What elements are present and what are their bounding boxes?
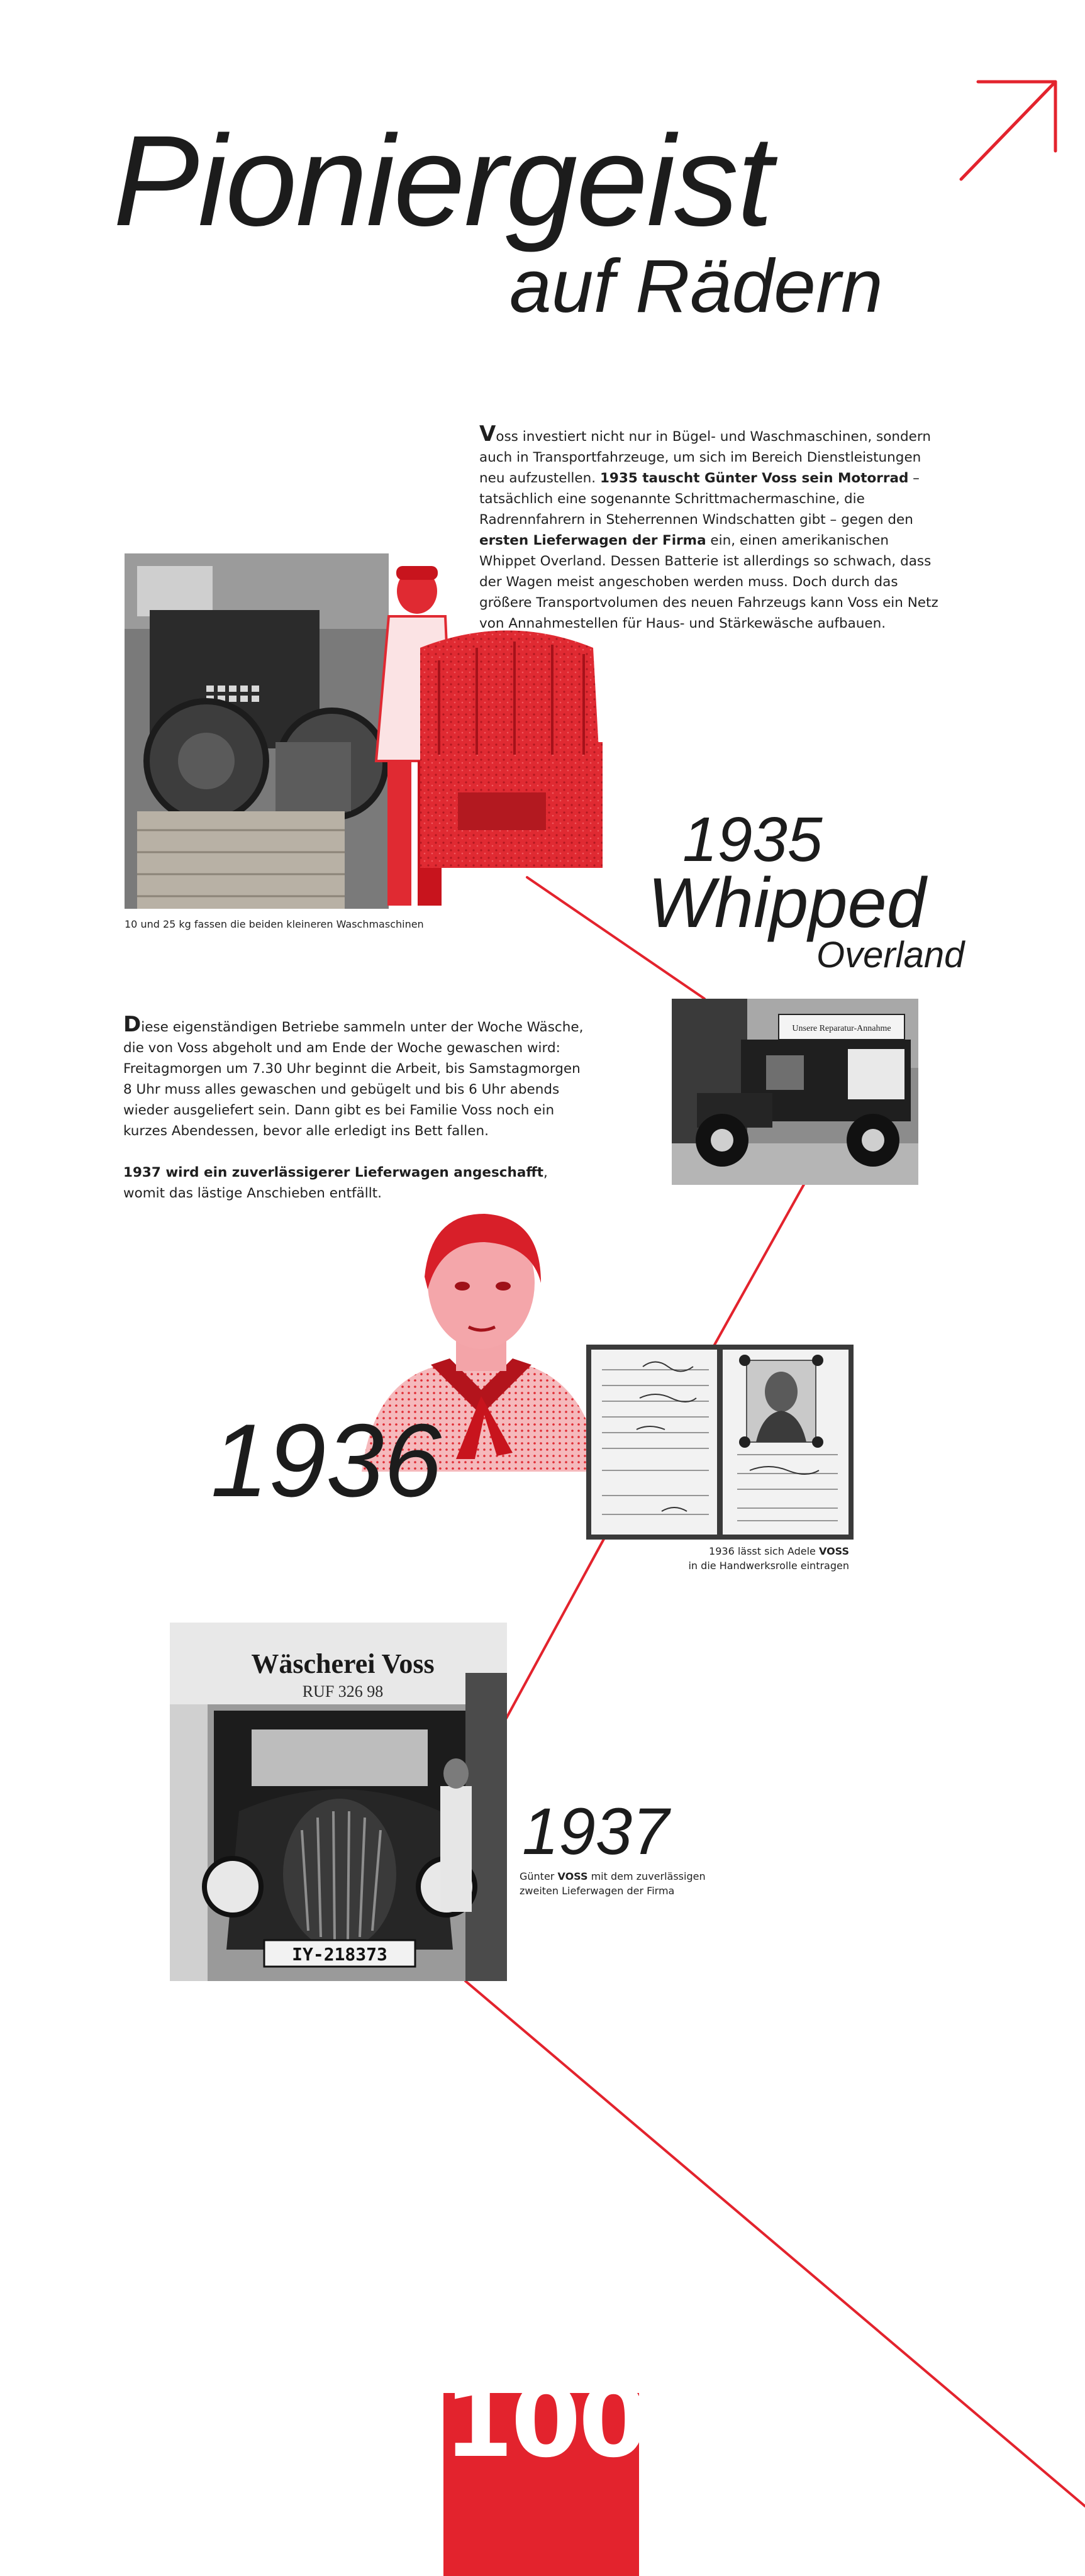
truck-caption	[520, 1869, 706, 1898]
arrow-up-right-icon	[961, 82, 1055, 179]
year-1936: 1936	[211, 1402, 442, 1518]
intro-highlight: ersten Lieferwagen der Firma	[479, 533, 706, 548]
truck-sign-line-1: Wäscherei Voss	[251, 1648, 435, 1679]
second-highlight: 1937 wird ein zuverlässigerer Lieferwagen angeschafft	[123, 1165, 544, 1180]
craft-register-document	[586, 1345, 854, 1540]
timeline-segment	[714, 1182, 805, 1346]
intro-highlight: 1935 tauscht Günter Voss sein Motorrad	[599, 470, 909, 486]
car-1935-photo	[672, 999, 918, 1185]
year-1935: 1935	[682, 804, 823, 875]
page-subtitle: auf Rädern	[509, 244, 883, 328]
document-caption-text: in die Handwerksrolle eintragen	[688, 1560, 849, 1572]
truck-caption-text: Günter	[520, 1870, 558, 1882]
car-sign-text: Unsere Reparatur-Annahme	[792, 1024, 891, 1033]
year-1937: 1937	[522, 1795, 669, 1868]
document-caption-name: VOSS	[818, 1545, 849, 1557]
truck-caption-name: VOSS	[557, 1870, 588, 1882]
washing-machines-photo	[125, 553, 610, 912]
truck-sign-line-2: RUF 326 98	[302, 1682, 384, 1701]
car-name-line-2: Overland	[816, 935, 965, 975]
intro-text: ein, einen amerikanischen Whippet Overland. Dessen Batterie ist allerdings so schwach, dass der Wagen meist angeschoben werden muss. Doch durch das größere Transportvolumen des neuen Fahrzeugs kann Voss ein Netz von Annahmestellen für Haus- und Stärkewäsche aufbauen.	[479, 533, 938, 631]
truck-plate: IY-218373	[292, 1944, 387, 1965]
document-caption-text: 1936 lässt sich Adele	[709, 1545, 819, 1557]
page-title: Pioniergeist	[113, 109, 772, 253]
second-text: iese eigenständigen Betriebe sammeln unter der Woche Wäsche, die von Voss abgeholt und am Ende der Woche gewaschen wird: Freitagmorgen um 7.30 Uhr beginnt die Arbeit, bis Samstagmorgen 8 Uhr muss alles gewaschen und gebügelt und bis 6 Uhr abends wieder ausgeliefert sein. Dann gibt es bei Familie Voss noch ein kurzes Abendessen, bevor alle erledigt ins Bett fallen.	[123, 1019, 584, 1139]
timeline-segment	[506, 1533, 607, 1718]
car-name-line-1: Whipped	[648, 863, 926, 942]
truck-caption-text: zweiten Lieferwagen der Firma	[520, 1885, 675, 1897]
anniversary-number: 100	[443, 2362, 646, 2480]
intro-text: oss investiert nicht nur in Bügel- und Waschmaschinen, sondern auch in Transportfahrzeuge, um sich im Bereich Dienstleistungen neu aufzustellen.	[479, 429, 931, 486]
truck-1937-photo	[170, 1623, 507, 1981]
intro-lead-letter: V	[479, 421, 496, 447]
truck-caption-text: mit dem zuverlässigen	[587, 1870, 706, 1882]
second-paragraph	[123, 1014, 592, 1224]
intro-text: – tatsächlich eine sogenannte Schrittmachermaschine, die Radrennfahrern in Steherrennen Windschatten gibt – gegen den	[479, 470, 920, 528]
washing-photo-caption: 10 und 25 kg fassen die beiden kleineren Waschmaschinen	[125, 918, 424, 930]
second-lead-letter: D	[123, 1012, 142, 1037]
second-text: , womit das lästige Anschieben entfällt.	[123, 1165, 548, 1201]
document-caption	[629, 1544, 849, 1573]
